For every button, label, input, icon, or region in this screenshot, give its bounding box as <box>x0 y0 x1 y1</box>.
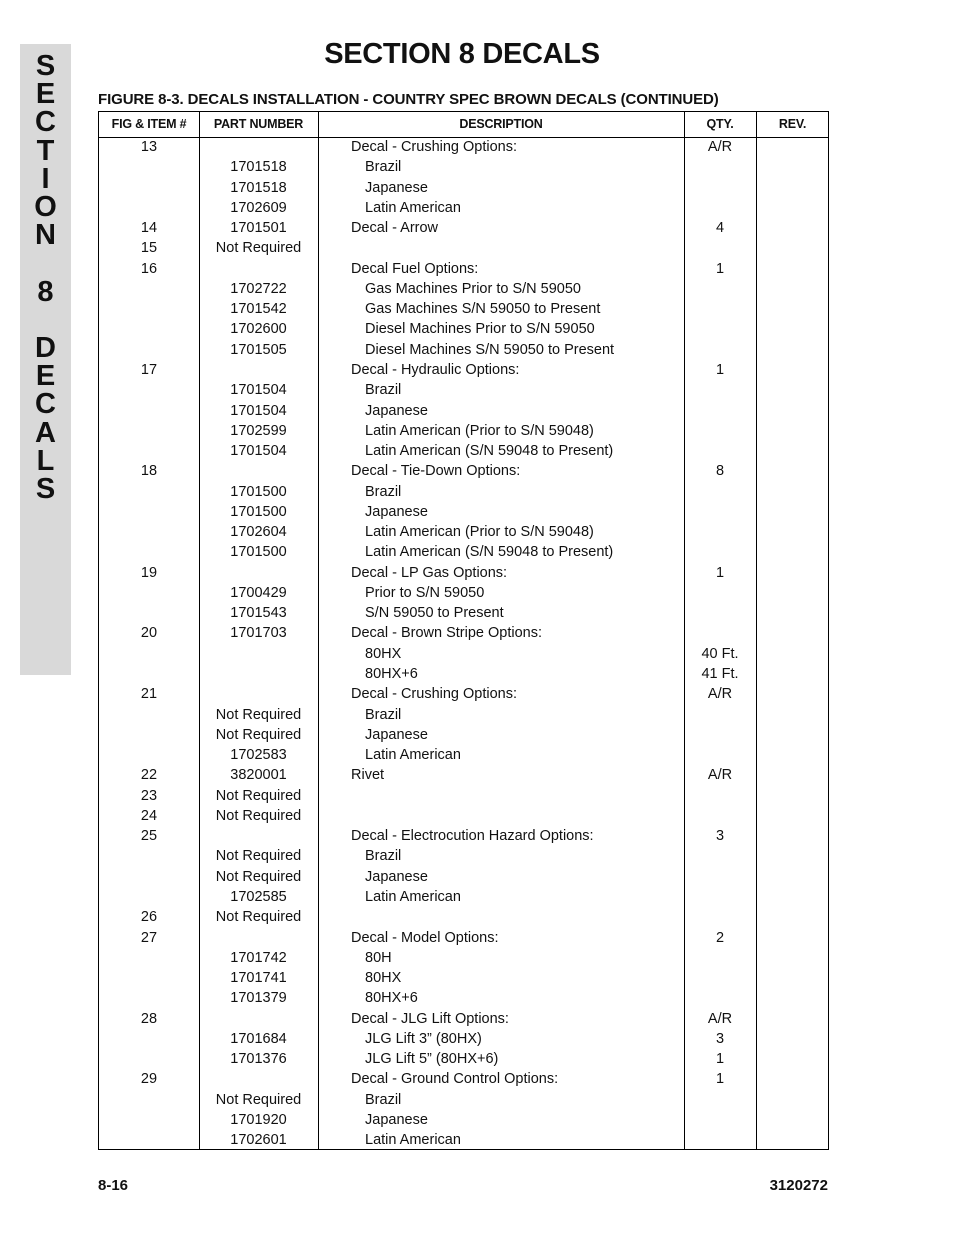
part-number-cell: 1701501 <box>230 220 287 237</box>
description-cell: Japanese <box>365 402 428 419</box>
part-number-cell: 1702600 <box>230 321 287 338</box>
page-number: 8-16 <box>98 1177 129 1194</box>
column-header-part-number: PART NUMBER <box>213 117 304 131</box>
table-row <box>99 218 828 238</box>
qty-cell: 1 <box>715 1051 725 1068</box>
table-row <box>99 867 828 887</box>
description-cell: Brazil <box>365 159 402 176</box>
description-cell: Diesel Machines S/N 59050 to Present <box>365 341 615 358</box>
part-number-cell: 1701504 <box>230 382 287 399</box>
item-cell: 21 <box>140 686 158 703</box>
description-cell: Diesel Machines Prior to S/N 59050 <box>365 321 595 338</box>
description-cell: Decal - Hydraulic Options: <box>351 361 520 378</box>
side-tab-letter: S <box>35 473 56 505</box>
part-number-cell: 1701504 <box>230 402 287 419</box>
part-number-cell: 1701518 <box>230 159 287 176</box>
side-tab-letter: L <box>36 444 55 477</box>
part-number-cell: 1701920 <box>230 1111 287 1128</box>
part-number-cell: 1701504 <box>230 443 287 460</box>
part-number-cell: Not Required <box>215 1091 302 1108</box>
description-cell: Rivet <box>351 767 385 784</box>
description-cell: Latin American <box>365 747 461 764</box>
table-row <box>99 846 828 866</box>
description-cell: 80HX+6 <box>365 666 418 683</box>
description-cell: Latin American <box>365 888 461 905</box>
part-number-cell: 1702585 <box>230 888 287 905</box>
description-cell: JLG Lift 5” (80HX+6) <box>365 1051 499 1068</box>
table-row <box>99 178 828 198</box>
item-cell: 20 <box>140 625 158 642</box>
table-row <box>99 482 828 502</box>
part-number-cell: Not Required <box>215 787 302 804</box>
item-cell: 24 <box>140 807 158 824</box>
column-header-rev: REV. <box>778 117 807 131</box>
table-row <box>99 664 828 684</box>
part-number-cell: 1702599 <box>230 422 287 439</box>
column-header-qty: QTY. <box>706 117 734 131</box>
item-cell: 16 <box>140 260 158 277</box>
table-row <box>99 705 828 725</box>
part-number-cell: 1702583 <box>230 747 287 764</box>
item-cell: 27 <box>140 929 158 946</box>
description-cell: 80H <box>365 949 392 966</box>
part-number-cell: Not Required <box>215 240 302 257</box>
part-number-cell: 1701542 <box>230 301 287 318</box>
part-number-cell: 1701500 <box>230 483 287 500</box>
description-cell: Gas Machines Prior to S/N 59050 <box>365 280 581 297</box>
item-cell: 15 <box>140 240 158 257</box>
item-cell: 29 <box>140 1071 158 1088</box>
description-cell: JLG Lift 3” (80HX) <box>365 1030 482 1047</box>
description-cell: Decal - JLG Lift Options: <box>351 1010 509 1027</box>
description-cell: Japanese <box>365 179 428 196</box>
part-number-cell: 1702601 <box>230 1132 287 1149</box>
table-row <box>99 1130 828 1150</box>
qty-cell: 1 <box>715 260 725 277</box>
item-cell: 26 <box>140 909 158 926</box>
table-row <box>99 928 828 948</box>
table-row <box>99 198 828 218</box>
table-row <box>99 157 828 177</box>
table-row <box>99 887 828 907</box>
table-row <box>99 988 828 1008</box>
part-number-cell: 1702722 <box>230 280 287 297</box>
table-row <box>99 542 828 562</box>
description-cell: Decal - Crushing Options: <box>351 139 518 155</box>
table-row <box>99 1009 828 1029</box>
table-row <box>99 1110 828 1130</box>
description-cell: Gas Machines S/N 59050 to Present <box>365 301 601 318</box>
side-tab-letter: E <box>35 360 56 393</box>
description-cell: 80HX+6 <box>365 990 418 1007</box>
description-cell: Japanese <box>365 503 428 520</box>
page-title: SECTION 8 DECALS <box>324 38 600 70</box>
description-cell: Brazil <box>365 382 402 399</box>
part-number-cell: 1701741 <box>230 970 287 987</box>
description-cell: Latin American <box>365 1132 461 1149</box>
table-row <box>99 238 828 258</box>
qty-cell: 1 <box>715 564 725 581</box>
table-row <box>99 1049 828 1069</box>
table-row <box>99 725 828 745</box>
description-cell: Decal - LP Gas Options: <box>351 564 508 581</box>
side-tab-letter: A <box>35 416 56 449</box>
qty-cell: 3 <box>715 1030 725 1047</box>
part-number-cell: 1701742 <box>230 949 287 966</box>
description-cell: Japanese <box>365 726 428 743</box>
description-cell: Brazil <box>365 848 402 865</box>
table-row <box>99 380 828 400</box>
part-number-cell: 1702609 <box>230 199 287 216</box>
item-cell: 14 <box>140 220 158 237</box>
description-cell: Decal - Brown Stripe Options: <box>351 625 542 642</box>
table-row <box>99 968 828 988</box>
part-number-cell: Not Required <box>215 909 302 926</box>
table-row <box>99 421 828 441</box>
figure-title: FIGURE 8-3. DECALS INSTALLATION - COUNTRY SPEC BROWN DECALS (CONTINUED) <box>98 91 719 108</box>
description-cell: Latin American (Prior to S/N 59048) <box>365 524 594 541</box>
description-cell: Latin American (Prior to S/N 59048) <box>365 422 594 439</box>
item-cell: 25 <box>140 828 158 845</box>
qty-cell: A/R <box>707 767 733 784</box>
table-row <box>99 765 828 785</box>
qty-cell: 3 <box>715 828 725 845</box>
table-row <box>99 299 828 319</box>
part-number-cell: Not Required <box>215 807 302 824</box>
part-number-cell: Not Required <box>215 848 302 865</box>
side-tab-letter: S <box>35 50 56 82</box>
part-number-cell: 1701500 <box>230 544 287 561</box>
item-cell: 19 <box>140 564 158 581</box>
part-number-cell: Not Required <box>215 726 302 743</box>
table-row <box>99 1090 828 1110</box>
description-cell: Decal - Crushing Options: <box>351 686 518 703</box>
table-row <box>99 745 828 765</box>
description-cell: Latin American (S/N 59048 to Present) <box>365 443 614 460</box>
column-header-item: FIG & ITEM # <box>111 117 187 131</box>
table-row <box>99 806 828 826</box>
description-cell: Japanese <box>365 868 428 885</box>
table-row <box>99 644 828 664</box>
table-row <box>99 319 828 339</box>
side-tab-letter: O <box>34 191 57 223</box>
table-row <box>99 623 828 643</box>
item-cell: 17 <box>140 361 158 378</box>
qty-cell: A/R <box>707 1010 733 1027</box>
side-tab-letter: T <box>36 134 55 167</box>
table-row <box>99 1069 828 1089</box>
table-row <box>99 907 828 927</box>
table-row <box>99 461 828 481</box>
table-row <box>99 340 828 360</box>
section-side-tab <box>20 44 71 675</box>
part-number-cell: 1701379 <box>230 990 287 1007</box>
part-number-cell: 1701684 <box>230 1030 287 1047</box>
side-tab-letter: E <box>35 78 56 111</box>
table-row <box>99 786 828 806</box>
description-cell: Decal - Ground Control Options: <box>351 1071 559 1088</box>
description-cell: S/N 59050 to Present <box>365 605 504 622</box>
item-cell: 22 <box>140 767 158 784</box>
part-number-cell: 1701543 <box>230 605 287 622</box>
qty-cell: A/R <box>707 139 733 155</box>
item-cell: 18 <box>140 463 158 480</box>
qty-cell: 4 <box>715 220 725 237</box>
description-cell: Decal Fuel Options: <box>351 260 479 277</box>
table-row <box>99 563 828 583</box>
description-cell: Brazil <box>365 706 402 723</box>
table-row <box>99 583 828 603</box>
description-cell: 80HX <box>365 645 402 662</box>
part-number-cell: 1700429 <box>230 584 287 601</box>
side-tab-letter: 8 <box>37 275 54 308</box>
side-tab-letter: I <box>41 162 50 195</box>
table-row <box>99 1029 828 1049</box>
side-tab-letter: C <box>35 388 56 421</box>
qty-cell: 41 Ft. <box>701 666 739 683</box>
part-number-cell: 1701518 <box>230 179 287 196</box>
qty-cell: 2 <box>715 929 725 946</box>
table-row <box>99 360 828 380</box>
description-cell: Decal - Arrow <box>351 220 439 237</box>
qty-cell: 40 Ft. <box>701 645 739 662</box>
item-cell: 28 <box>140 1010 158 1027</box>
table-row <box>99 502 828 522</box>
qty-cell: 1 <box>715 1071 725 1088</box>
description-cell: Decal - Electrocution Hazard Options: <box>351 828 594 845</box>
document-number: 3120272 <box>769 1177 828 1194</box>
description-cell: Japanese <box>365 1111 428 1128</box>
table-row <box>99 137 828 157</box>
description-cell: Decal - Model Options: <box>351 929 499 946</box>
table-row <box>99 522 828 542</box>
table-row <box>99 441 828 461</box>
qty-cell: 1 <box>715 361 725 378</box>
decals-table <box>98 111 829 1150</box>
table-row <box>99 279 828 299</box>
table-row <box>99 603 828 623</box>
column-header-description: DESCRIPTION <box>459 117 543 131</box>
side-tab-letter: N <box>35 219 56 252</box>
table-row <box>99 259 828 279</box>
description-cell: Latin American <box>365 199 461 216</box>
side-tab-letter: C <box>35 106 56 139</box>
table-row <box>99 826 828 846</box>
part-number-cell: 1701500 <box>230 503 287 520</box>
description-cell: Brazil <box>365 1091 402 1108</box>
part-number-cell: 1701505 <box>230 341 287 358</box>
table-row <box>99 948 828 968</box>
description-cell: Decal - Tie-Down Options: <box>351 463 521 480</box>
part-number-cell: 1702604 <box>230 524 287 541</box>
table-row <box>99 401 828 421</box>
part-number-cell: 1701376 <box>230 1051 287 1068</box>
qty-cell: A/R <box>707 686 733 703</box>
part-number-cell: 3820001 <box>230 767 287 784</box>
part-number-cell: Not Required <box>215 868 302 885</box>
side-tab-letter: D <box>35 332 56 364</box>
description-cell: Brazil <box>365 483 402 500</box>
qty-cell: 8 <box>715 463 725 480</box>
part-number-cell: 1701703 <box>230 625 287 642</box>
description-cell: 80HX <box>365 970 402 987</box>
item-cell: 23 <box>140 787 158 804</box>
description-cell: Latin American (S/N 59048 to Present) <box>365 544 614 561</box>
part-number-cell: Not Required <box>215 706 302 723</box>
description-cell: Prior to S/N 59050 <box>365 584 485 601</box>
item-cell: 13 <box>140 139 158 155</box>
table-row <box>99 684 828 704</box>
